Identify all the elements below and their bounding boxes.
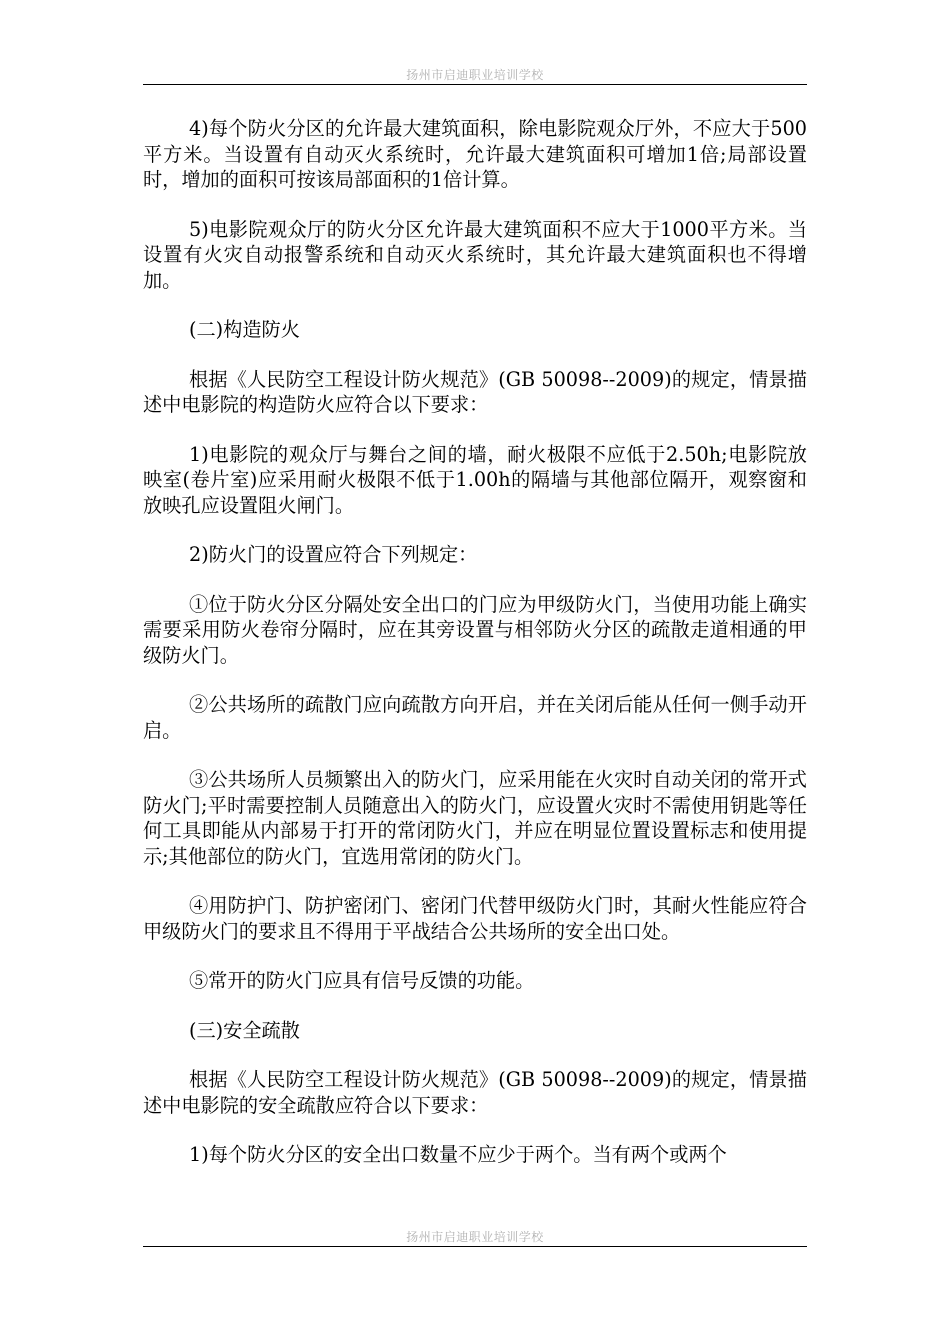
paragraph: ④用防护门、防护密闭门、密闭门代替甲级防火门时，其耐火性能应符合甲级防火门的要求且不得用于平战结合公共场所的安全出口处。 <box>143 894 807 943</box>
paragraph: 1)电影院的观众厅与舞台之间的墙，耐火极限不应低于2.50h;电影院放映室(卷片室)应采用耐火极限不低于1.00h的隔墙与其他部位隔开，观察窗和放映孔应设置阻火闸门。 <box>143 442 807 517</box>
header-divider <box>143 84 807 85</box>
paragraph: ②公共场所的疏散门应向疏散方向开启，并在关闭后能从任何一侧手动开启。 <box>143 693 807 742</box>
paragraph: 1)每个防火分区的安全出口数量不应少于两个。当有两个或两个 <box>189 1143 727 1166</box>
paragraph: 根据《人民防空工程设计防火规范》(GB 50098--2009)的规定，情景描述中电影院的安全疏散应符合以下要求： <box>143 1068 807 1117</box>
footer-divider <box>143 1246 807 1247</box>
page-header: 扬州市启迪职业培训学校 <box>406 68 544 82</box>
section-heading: (三)安全疏散 <box>189 1018 300 1042</box>
paragraph: 2)防火门的设置应符合下列规定： <box>189 543 478 566</box>
paragraph: ①位于防火分区分隔处安全出口的门应为甲级防火门，当使用功能上确实需要采用防火卷帘分隔时，应在其旁设置与相邻防火分区的疏散走道相通的甲级防火门。 <box>143 592 807 667</box>
paragraph: 5)电影院观众厅的防火分区允许最大建筑面积不应大于1000平方米。当设置有火灾自动报警系统和自动灭火系统时，其允许最大建筑面积也不得增加。 <box>143 217 807 292</box>
document-body <box>143 116 807 1192</box>
paragraph: 4)每个防火分区的允许最大建筑面积，除电影院观众厅外，不应大于500平方米。当设置有自动灭火系统时，允许最大建筑面积可增加1倍;局部设置时，增加的面积可按该局部面积的1倍计算。 <box>143 117 807 191</box>
paragraph: ⑤常开的防火门应具有信号反馈的功能。 <box>189 969 535 992</box>
paragraph: ③公共场所人员频繁出入的防火门，应采用能在火灾时自动关闭的常开式防火门;平时需要控制人员随意出入的防火门，应设置火灾时不需使用钥匙等任何工具即能从内部易于打开的常闭防火门，并应在明显位置设置标志和使用提示;其他部位的防火门，宜选用常闭的防火门。 <box>143 768 807 868</box>
paragraph: 根据《人民防空工程设计防火规范》(GB 50098--2009)的规定，情景描述中电影院的构造防火应符合以下要求： <box>143 367 807 416</box>
section-heading: (二)构造防火 <box>189 318 300 341</box>
page-footer: 扬州市启迪职业培训学校 <box>406 1230 544 1244</box>
